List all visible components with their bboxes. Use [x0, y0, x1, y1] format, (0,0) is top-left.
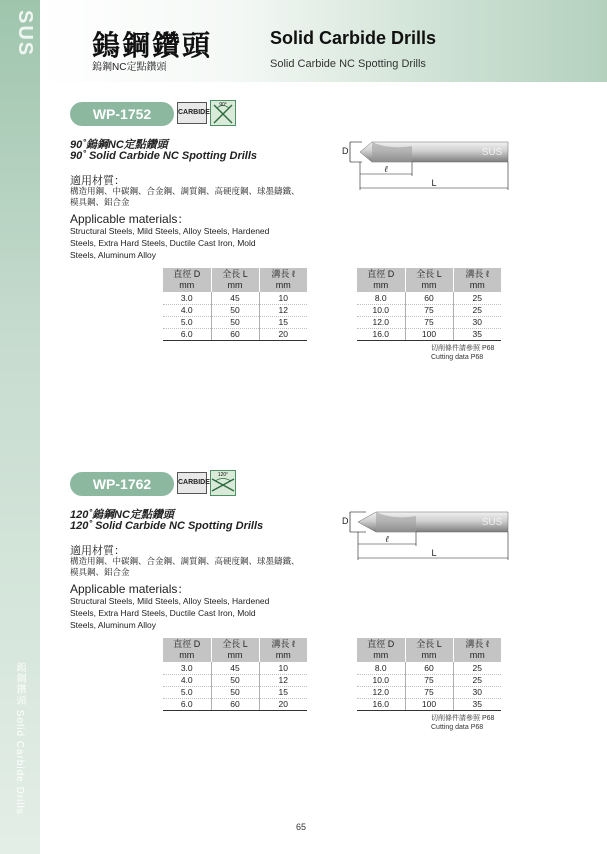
- materials-list-zh: 構造用鋼、中碳鋼、合金鋼、調質鋼、高硬度鋼、球墨鑄鐵、模具鋼、鋁合金: [70, 556, 300, 577]
- table-row: 4.0 50 12: [163, 674, 307, 686]
- table-row: 12.0 75 30: [357, 686, 501, 698]
- spec-table-left: [163, 638, 307, 711]
- col-diameter: 直徑 D mm: [357, 638, 405, 662]
- page-subtitle-zh: 鎢鋼NC定點鑽頭: [92, 62, 167, 73]
- table-row: 5.0 50 15: [163, 686, 307, 698]
- brand-logo: SUS: [14, 10, 36, 58]
- product-code-badge: WP-1752: [70, 102, 174, 126]
- materials-list-zh: 構造用鋼、中碳鋼、合金鋼、調質鋼、高硬度鋼、球墨鑄鐵、模具鋼、鋁合金: [70, 186, 300, 207]
- page-number: 65: [296, 822, 307, 832]
- side-vertical-text: 鎢鋼鑽頭 Solid Carbide Drills: [14, 662, 25, 815]
- materials-heading-zh: 適用材質：: [70, 175, 125, 187]
- col-diameter: 直徑 D mm: [163, 638, 211, 662]
- drill-diagram: [340, 132, 550, 196]
- angle-label: 90°: [219, 102, 227, 108]
- col-flute-length: 溝長 ℓ mm: [453, 268, 501, 292]
- materials-heading-en: Applicable materials：: [70, 582, 190, 596]
- angle-label: 120°: [217, 472, 229, 478]
- col-flute-length: 溝長 ℓ mm: [259, 638, 307, 662]
- angle-120-icon: [210, 470, 236, 496]
- diameter-label: D: [342, 516, 349, 526]
- cutting-data-note: 切削條件請參照 P68 Cutting data P68: [431, 715, 495, 731]
- page-title-en: Solid Carbide Drills: [270, 28, 437, 48]
- overall-length-label: L: [431, 548, 437, 558]
- table-row: 3.0 45 10: [163, 292, 307, 304]
- left-strip: [0, 0, 40, 854]
- flute-length-label: ℓ: [385, 535, 389, 545]
- col-diameter: 直徑 D mm: [357, 268, 405, 292]
- col-flute-length: 溝長 ℓ mm: [453, 638, 501, 662]
- drill-diagram: [340, 502, 550, 566]
- diagram-brand: SUS: [481, 147, 503, 158]
- product-name-zh: 90˚鎢鋼NC定點鑽頭: [70, 139, 168, 151]
- table-row: 8.0 60 25: [357, 662, 501, 674]
- spec-table-right: [357, 638, 501, 711]
- col-overall-length: 全長 L mm: [211, 638, 259, 662]
- page-subtitle-en: Solid Carbide NC Spotting Drills: [270, 58, 426, 70]
- table-row: 8.0 60 25: [357, 292, 501, 304]
- col-overall-length: 全長 L mm: [405, 638, 453, 662]
- product-code-badge: WP-1762: [70, 472, 174, 496]
- table-row: 10.0 75 25: [357, 674, 501, 686]
- col-overall-length: 全長 L mm: [405, 268, 453, 292]
- page-title-zh: 鎢鋼鑽頭: [92, 29, 213, 62]
- spec-table-right: [357, 268, 501, 341]
- product-name-en: 90˚ Solid Carbide NC Spotting Drills: [70, 150, 258, 162]
- table-row: 12.0 75 30: [357, 316, 501, 328]
- col-flute-length: 溝長 ℓ mm: [259, 268, 307, 292]
- table-row: 5.0 50 15: [163, 316, 307, 328]
- table-row: 6.0 60 20: [163, 698, 307, 710]
- product-name-en: 120˚ Solid Carbide NC Spotting Drills: [70, 520, 264, 532]
- flute-length-label: ℓ: [384, 165, 388, 175]
- product-name-zh: 120˚鎢鋼NC定點鑽頭: [70, 509, 174, 521]
- table-row: 4.0 50 12: [163, 304, 307, 316]
- table-row: 10.0 75 25: [357, 304, 501, 316]
- materials-list-en: Structural Steels, Mild Steels, Alloy Steels, Hardened Steels, Extra Hard Steels, Ductile Cast Iron, Mold Steels, Aluminum Alloy: [70, 226, 270, 260]
- spec-table-left: [163, 268, 307, 341]
- angle-90-icon: [210, 100, 236, 126]
- overall-length-label: L: [431, 178, 437, 188]
- table-row: 3.0 45 10: [163, 662, 307, 674]
- carbide-badge: CARBIDE: [177, 472, 207, 494]
- diameter-label: D: [342, 146, 349, 156]
- table-row: 6.0 60 20: [163, 328, 307, 340]
- carbide-badge: CARBIDE: [177, 102, 207, 124]
- diagram-brand: SUS: [481, 517, 503, 528]
- materials-heading-zh: 適用材質：: [70, 545, 125, 557]
- materials-list-en: Structural Steels, Mild Steels, Alloy Steels, Hardened Steels, Extra Hard Steels, Ductile Cast Iron, Mold Steels, Aluminum Alloy: [70, 596, 270, 630]
- col-overall-length: 全長 L mm: [211, 268, 259, 292]
- col-diameter: 直徑 D mm: [163, 268, 211, 292]
- table-row: 16.0 100 35: [357, 328, 501, 340]
- materials-heading-en: Applicable materials：: [70, 212, 190, 226]
- table-row: 16.0 100 35: [357, 698, 501, 710]
- cutting-data-note: 切削條件請參照 P68 Cutting data P68: [431, 345, 495, 361]
